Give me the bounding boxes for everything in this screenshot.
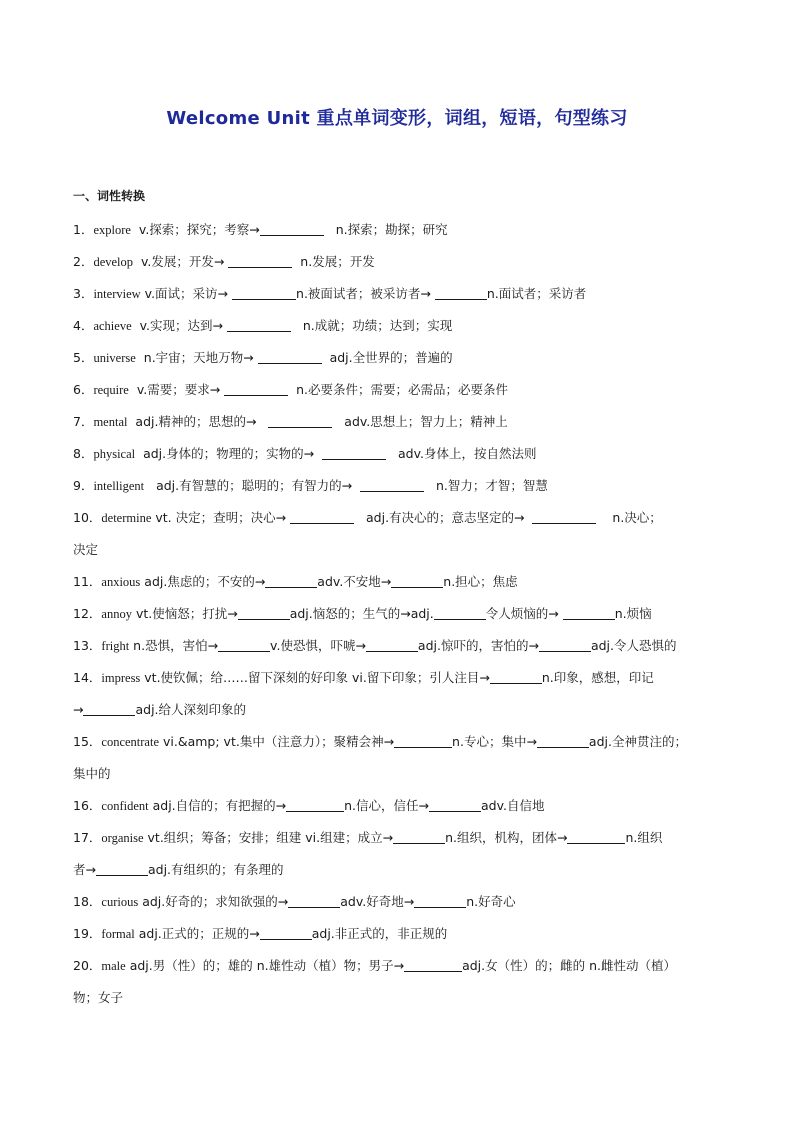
answer-blank[interactable] <box>567 831 625 844</box>
answer-blank[interactable] <box>360 479 424 492</box>
answer-blank[interactable] <box>394 735 452 748</box>
exercise-item: 7．mental adj.精神的；思想的→ adv.思想上；智力上；精神上 <box>73 414 508 429</box>
answer-blank[interactable] <box>532 511 596 524</box>
answer-blank[interactable] <box>539 639 591 652</box>
answer-blank[interactable] <box>224 383 288 396</box>
exercise-item: 18．curious adj.好奇的；求知欲强的→ adv.好奇地→ n.好奇心 <box>73 894 516 909</box>
exercise-item: 8．physical adj.身体的；物理的；实物的→ adv.身体上，按自然法则 <box>73 446 537 461</box>
answer-blank[interactable] <box>393 831 445 844</box>
exercise-item: 19．formal adj.正式的；正规的→ adj.非正式的，非正规的 <box>73 926 448 941</box>
exercise-item: 11．anxious adj.焦虑的；不安的→ adv.不安地→ n.担心；焦虑 <box>73 574 518 589</box>
exercise-item: 5．universe n.宇宙；天地万物→ adj.全世界的；普遍的 <box>73 350 453 365</box>
answer-blank[interactable] <box>228 255 292 268</box>
answer-blank[interactable] <box>404 959 462 972</box>
answer-blank[interactable] <box>238 607 290 620</box>
answer-blank[interactable] <box>391 575 443 588</box>
answer-blank[interactable] <box>260 927 312 940</box>
exercise-item: 6．require v.需要；要求→ n.必要条件；需要；必需品；必要条件 <box>73 382 509 397</box>
answer-blank[interactable] <box>435 287 487 300</box>
exercise-item: 2．develop v.发展；开发→ n.发展；开发 <box>73 254 375 269</box>
answer-blank[interactable] <box>322 447 386 460</box>
answer-blank[interactable] <box>286 799 344 812</box>
exercise-item: 10．determine vt. 决定；查明；决心→ adj.有决心的；意志坚定的→ n.决心； 决定 <box>73 510 662 557</box>
answer-blank[interactable] <box>227 319 291 332</box>
exercise-item: 9．intelligent adj.有智慧的；聪明的；有智力的→ n.智力；才智；智慧 <box>73 478 548 493</box>
answer-blank[interactable] <box>96 863 148 876</box>
answer-blank[interactable] <box>258 351 322 364</box>
answer-blank[interactable] <box>218 639 270 652</box>
answer-blank[interactable] <box>429 799 481 812</box>
exercise-item: 14．impress vt.使钦佩；给……留下深刻的好印象 vi.留下印象；引人注目→ n.印象，感想，印记 → adj.给人深刻印象的 <box>73 670 654 717</box>
exercise-item: 16．confident adj.自信的；有把握的→ n.信心，信任→ adv.自信地 <box>73 798 545 813</box>
answer-blank[interactable] <box>366 639 418 652</box>
answer-blank[interactable] <box>563 607 615 620</box>
answer-blank[interactable] <box>434 607 486 620</box>
exercise-item: 15．concentrate vi.&amp; vt.集中（注意力）；聚精会神→ n.专心；集中→ adj.全神贯注的； 集中的 <box>73 734 687 781</box>
exercise-item: 12．annoy vt.使恼怒；打扰→ adj.恼怒的；生气的→adj. 令人烦恼的→ n.烦恼 <box>73 606 652 621</box>
answer-blank[interactable] <box>83 703 135 716</box>
answer-blank[interactable] <box>537 735 589 748</box>
answer-blank[interactable] <box>260 223 324 236</box>
answer-blank[interactable] <box>265 575 317 588</box>
answer-blank[interactable] <box>268 415 332 428</box>
answer-blank[interactable] <box>290 511 354 524</box>
answer-blank[interactable] <box>414 895 466 908</box>
answer-blank[interactable] <box>232 287 296 300</box>
exercise-item: 4．achieve v.实现；达到→ n.成就；功绩；达到；实现 <box>73 318 453 333</box>
answer-blank[interactable] <box>490 671 542 684</box>
exercise-item: 1．explore v.探索；探究；考察→ n.探索；勘探；研究 <box>73 222 448 237</box>
answer-blank[interactable] <box>288 895 340 908</box>
exercise-item: 20．male adj.男（性）的；雄的 n.雄性动（植）物；男子→ adj.女（性）的；雌的 n.雌性动（植） 物；女子 <box>73 958 676 1005</box>
exercise-list <box>73 214 737 1014</box>
section-heading: 一、词性转换 <box>73 189 146 203</box>
exercise-item: 17．organise vt.组织；筹备；安排；组建 vi.组建；成立→ n.组织，机构，团体→ n.组织 者→ adj.有组织的；有条理的 <box>73 830 663 877</box>
page-title: Welcome Unit 重点单词变形，词组，短语，句型练习 <box>166 108 628 129</box>
exercise-item: 13．fright n.恐惧，害怕→ v.使恐惧，吓唬→ adj.惊吓的，害怕的→ adj.令人恐惧的 <box>73 638 677 653</box>
exercise-item: 3．interview v.面试；采访→ n.被面试者；被采访者→ n.面试者；采访者 <box>73 286 587 301</box>
